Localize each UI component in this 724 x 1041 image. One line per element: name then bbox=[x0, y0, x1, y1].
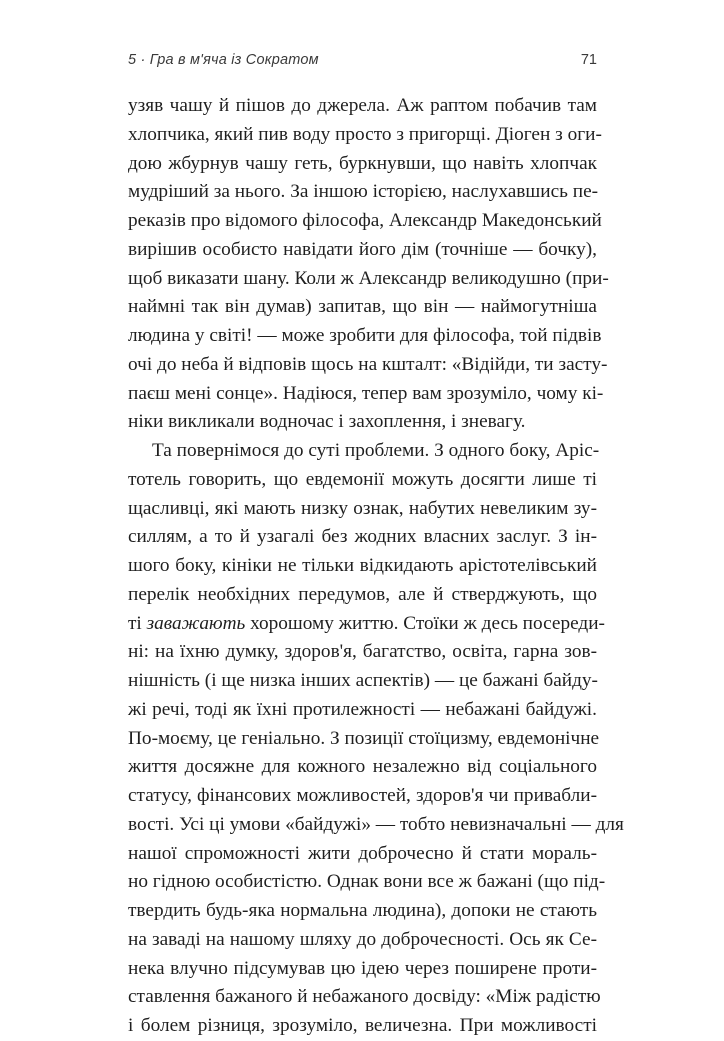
text-line-22: жі речі, тоді як їхні протилежності — небажані байдужі. bbox=[128, 698, 597, 720]
text-line-3: дою жбурнув чашу геть, буркнувши, що навіть хлопчак bbox=[128, 152, 597, 174]
text-line-10: очі до неба й відповів щось на кшталт: «Відійди, ти засту- bbox=[128, 353, 608, 375]
text-line-27: нашої спроможності жити доброчесно й стати мораль- bbox=[128, 842, 597, 864]
text-line-32: ставлення бажаного й небажаного досвіду: «Між радістю bbox=[128, 986, 601, 1008]
text-line-31: нека влучно підсумував цю ідею через поширене проти- bbox=[128, 957, 597, 979]
text-line-21: нішність (і ще низка інших аспектів) — це бажані байду- bbox=[128, 670, 598, 691]
text-line-1: узяв чашу й пішов до джерела. Аж раптом побачив там bbox=[128, 95, 597, 116]
text-line-8: наймні так він думав) запитав, що він — наймогутніша bbox=[128, 296, 597, 318]
text-line-30: на заваді на нашому шляху до доброчесності. Ось як Се- bbox=[128, 928, 597, 950]
text-line-33: і болем різниця, зрозуміло, величезна. При можливості bbox=[128, 1015, 597, 1036]
text-line-23: По-моєму, це геніально. З позиції стоїцизму, евдемонічне bbox=[128, 727, 600, 749]
text-line-4: мудріший за нього. За іншою історією, наслухавшись пе- bbox=[128, 181, 599, 203]
text-line-2: хлопчика, який пив воду просто з пригорщі. Діоген з оги- bbox=[128, 123, 602, 145]
text-line-18: перелік необхідних передумов, але й стверджують, що bbox=[128, 583, 597, 605]
text-line-12: ніки викликали водночас і захоплення, і зневагу. bbox=[128, 411, 526, 433]
page-number: 71 bbox=[580, 52, 597, 68]
text-line-14: тотель говорить, що евдемонії можуть досягти лише ті bbox=[128, 468, 597, 490]
text-line-16: силлям, а то й узагалі без жодних власних заслуг. З ін- bbox=[128, 526, 597, 548]
text-line-7: щоб виказати шану. Коли ж Александр великодушно (при- bbox=[128, 267, 609, 289]
text-line-13: Та повернімося до суті проблеми. З одного боку, Аріс- bbox=[152, 440, 600, 461]
running-head: 5 · Гра в м'яча із Сократом bbox=[128, 52, 319, 68]
text-line-29: твердить будь-яка нормальна людина), допоки не стають bbox=[128, 900, 597, 921]
text-line-25: статусу, фінансових можливостей, здоров'я чи привабли- bbox=[128, 785, 597, 806]
text-line-20: ні: на їхню думку, здоров'я, багатство, освіта, гарна зов- bbox=[128, 641, 597, 663]
text-line-9: людина у світі! — може зробити для філософа, той підвів bbox=[128, 325, 602, 346]
text-line-26: вості. Усі ці умови «байдужі» — тобто невизначальні — для bbox=[128, 813, 624, 835]
text-line-6: вирішив особисто навідати його дім (точніше — бочку), bbox=[128, 238, 597, 260]
text-line-15: щасливці, які мають низку ознак, набутих невеликим зу- bbox=[128, 497, 597, 519]
text-line-17: шого боку, кініки не тільки відкидають арістотелівський bbox=[128, 555, 597, 576]
text-line-28: но гідною особистістю. Однак вони все ж бажані (що під- bbox=[128, 871, 606, 893]
emphasized-word: заважають bbox=[146, 612, 246, 634]
text-fragment: ті bbox=[128, 612, 147, 634]
text-fragment: хорошому життю. Стоїки ж десь посереди- bbox=[245, 612, 605, 634]
text-line-5: реказів про відомого філософа, Александр Македонський bbox=[128, 210, 602, 231]
text-line-24: життя досяжне для кожного незалежно від соціального bbox=[128, 756, 597, 778]
text-line-19 bbox=[128, 610, 605, 639]
body-text bbox=[128, 92, 624, 1041]
text-line-11: паєш мені сонце». Надіюся, тепер вам зрозуміло, чому кі- bbox=[128, 382, 604, 404]
